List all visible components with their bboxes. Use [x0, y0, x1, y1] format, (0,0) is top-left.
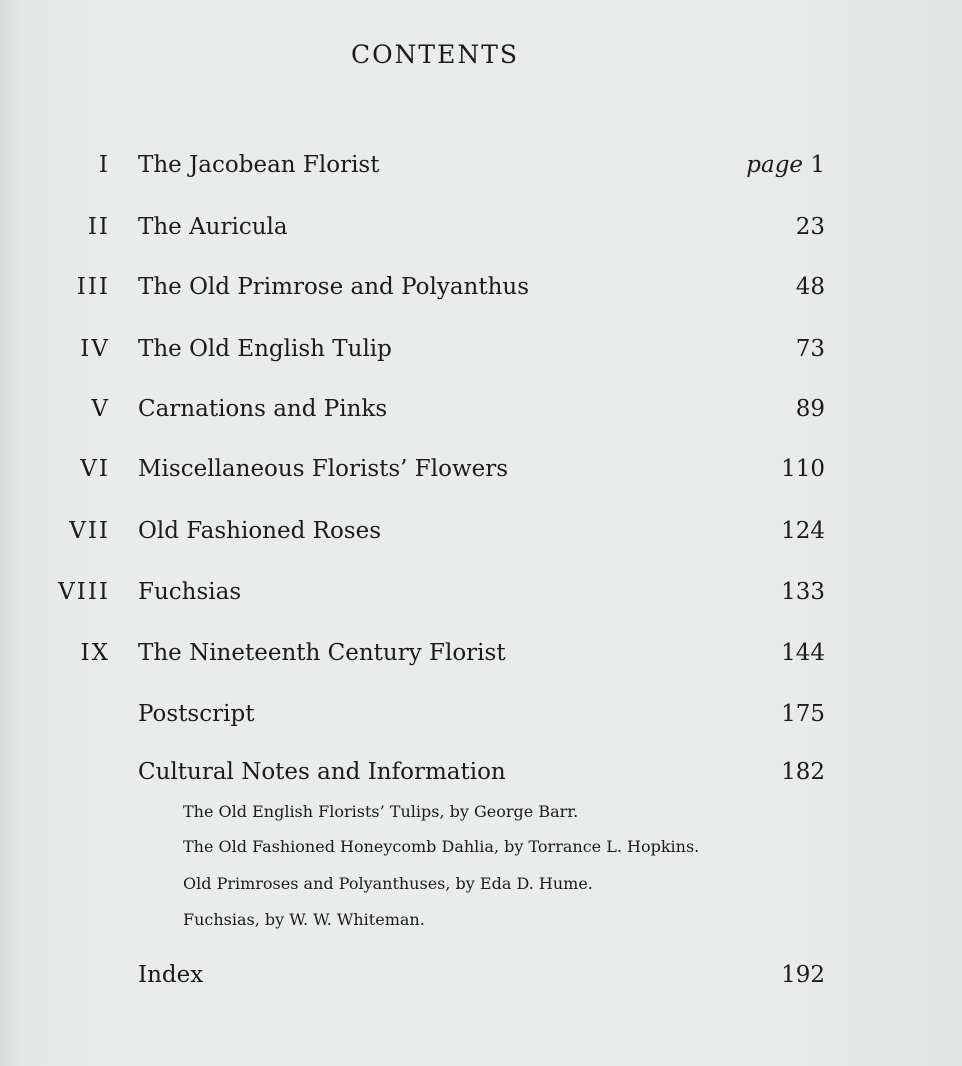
entry-title: The Old Primrose and Polyanthus	[138, 274, 530, 300]
chapter-numeral: V	[91, 396, 110, 422]
entry-title: Cultural Notes and Information	[138, 759, 506, 785]
entry-page	[781, 451, 825, 487]
entry-page	[796, 209, 825, 245]
toc-entry	[0, 451, 962, 487]
toc-entry	[0, 147, 962, 183]
toc-sub-entry: The Old English Florists’ Tulips, by George Barr.	[183, 802, 579, 821]
chapter-numeral: VII	[69, 518, 110, 544]
toc-sub-entry: The Old Fashioned Honeycomb Dahlia, by Torrance L. Hopkins.	[183, 837, 700, 856]
chapter-numeral: IV	[80, 336, 110, 362]
page-number: 144	[781, 640, 825, 666]
entry-title: Miscellaneous Florists’ Flowers	[138, 456, 509, 482]
page-number: 133	[781, 579, 825, 605]
page-word: page	[746, 152, 804, 178]
page-number: 124	[781, 518, 825, 544]
entry-page	[781, 635, 825, 671]
toc-entry	[0, 513, 962, 549]
chapter-numeral: IX	[80, 640, 110, 666]
entry-title: The Nineteenth Century Florist	[138, 640, 506, 666]
page-number: 23	[795, 214, 825, 240]
entry-title: Fuchsias	[138, 579, 242, 605]
entry-page	[796, 331, 825, 367]
toc-entry	[0, 269, 962, 305]
page-number: 110	[781, 456, 825, 482]
chapter-numeral: I	[98, 152, 110, 178]
entry-page	[781, 513, 825, 549]
entry-title: The Auricula	[138, 214, 288, 240]
entry-title: Postscript	[138, 701, 255, 727]
chapter-numeral: III	[76, 274, 110, 300]
page-title: CONTENTS	[350, 40, 520, 69]
chapter-numeral: VIII	[58, 579, 110, 605]
chapter-numeral: II	[87, 214, 110, 240]
chapter-numeral: VI	[80, 456, 110, 482]
entry-title: Carnations and Pinks	[138, 396, 388, 422]
page-number: 89	[795, 396, 825, 422]
toc-entry	[0, 754, 962, 790]
entry-title: Old Fashioned Roses	[138, 518, 382, 544]
toc-entry	[0, 696, 962, 732]
entry-title: Index	[138, 962, 204, 988]
entry-title: The Old English Tulip	[138, 336, 392, 362]
page-number: 73	[795, 336, 825, 362]
entry-page	[781, 696, 825, 732]
toc-entry	[0, 574, 962, 610]
entry-page	[796, 269, 825, 305]
entry-title: The Jacobean Florist	[138, 152, 380, 178]
page-number: 1	[810, 152, 825, 178]
entry-page	[781, 754, 825, 790]
toc-entry	[0, 391, 962, 427]
toc-sub-entry: Old Primroses and Polyanthuses, by Eda D. Hume.	[183, 874, 593, 893]
toc-sub-entry: Fuchsias, by W. W. Whiteman.	[183, 910, 425, 929]
page-number: 182	[781, 759, 825, 785]
entry-page: 192	[781, 962, 825, 988]
entry-page	[796, 391, 825, 427]
entry-page	[781, 574, 825, 610]
page-number: 48	[795, 274, 825, 300]
toc-entry	[0, 635, 962, 671]
toc-entry	[0, 331, 962, 367]
toc-entry-index	[0, 957, 962, 993]
page-number: 175	[781, 701, 825, 727]
toc-entry	[0, 209, 962, 245]
entry-page	[746, 147, 825, 183]
